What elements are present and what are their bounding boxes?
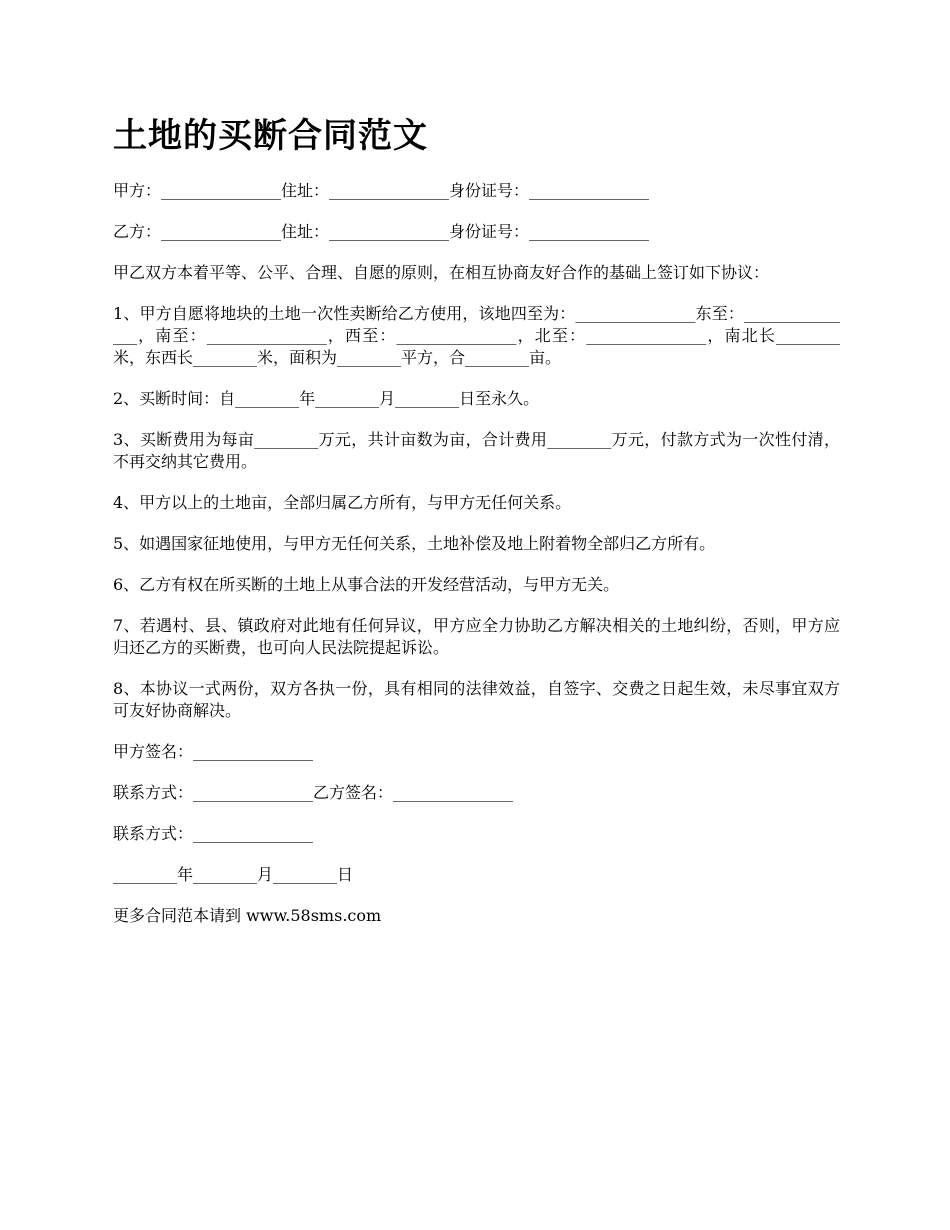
clause-2-term: 2、买断时间：自________年________月________日至永久。	[113, 389, 540, 408]
party-b-info: 乙方：_______________住址：_______________身份证号：_______________	[113, 222, 650, 241]
party-b-contact: 联系方式：_______________	[113, 824, 314, 843]
clause-5-expropriation: 5、如遇国家征地使用，与甲方无任何关系，土地补偿及地上附着物全部归乙方所有。	[113, 534, 716, 553]
signing-date: ________年________月________日	[113, 865, 354, 884]
contact-and-party-b-signature: 联系方式：_______________乙方签名：_______________	[113, 783, 514, 802]
clause-8-effectiveness: 8、本协议一式两份，双方各执一份，具有相同的法律效益，自签字、交费之日起生效，未尽事宜双方可友好协商解决。	[113, 679, 840, 720]
clause-4-ownership: 4、甲方以上的土地亩，全部归属乙方所有，与甲方无任何关系。	[113, 493, 572, 512]
clause-3-fees: 3、买断费用为每亩________万元，共计亩数为亩，合计费用________万元，付款方式为一次性付清，不再交纳其它费用。	[113, 430, 840, 471]
preamble: 甲乙双方本着平等、公平、合理、自愿的原则，在相互协商友好合作的基础上签订如下协议：	[113, 263, 770, 282]
clause-7-disputes: 7、若遇村、县、镇政府对此地有任何异议，甲方应全力协助乙方解决相关的土地纠纷，否则，甲方应归还乙方的买断费，也可向人民法院提起诉讼。	[113, 616, 840, 657]
clause-6-usage-rights: 6、乙方有权在所买断的土地上从事合法的开发经营活动，与甲方无关。	[113, 575, 620, 594]
party-a-info: 甲方：_______________住址：_______________身份证号：_______________	[113, 181, 650, 200]
party-a-signature: 甲方签名：_______________	[113, 742, 314, 761]
contract-document	[113, 112, 840, 946]
clause-1-land-boundaries: 1、甲方自愿将地块的土地一次性卖断给乙方使用，该地四至为：_______________东至：_______________，南至：_______________，西至：_______________，北至：_______________，南北长________米，东西长________米，面积为________平方，合________亩。	[113, 304, 840, 367]
footer-source-note: 更多合同范本请到 www.58sms.com	[113, 906, 382, 925]
document-title: 土地的买断合同范文	[113, 116, 428, 156]
